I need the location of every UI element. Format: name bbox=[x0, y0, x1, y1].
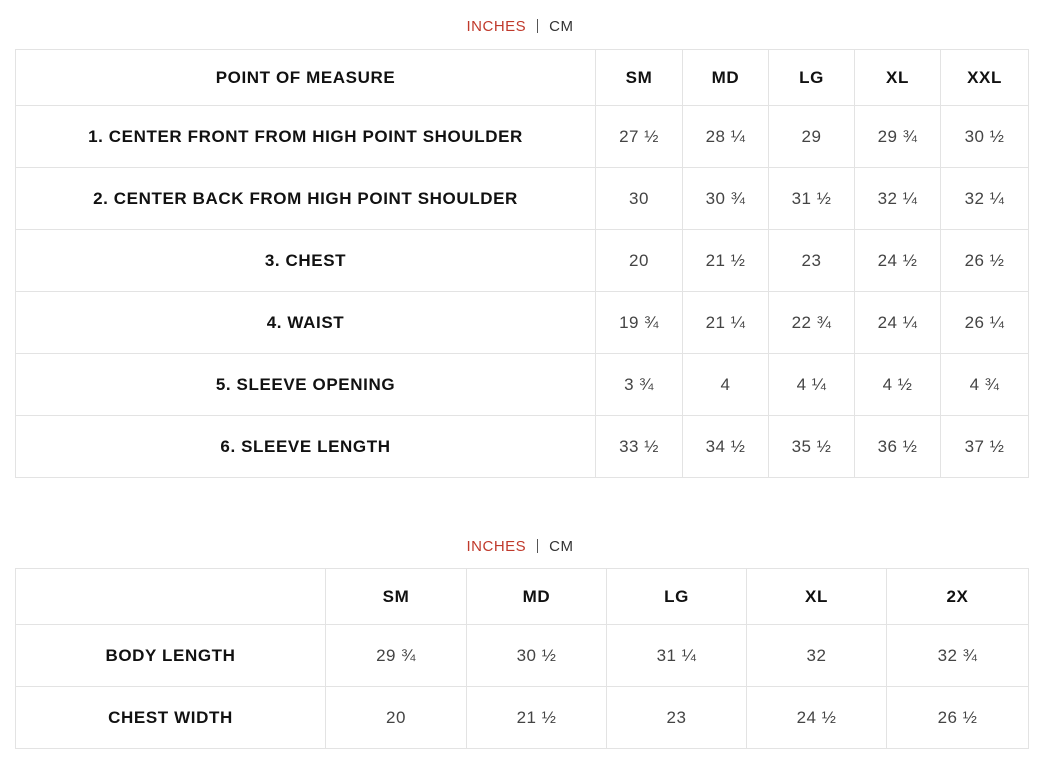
table-cell: 32 ¼ bbox=[941, 168, 1029, 230]
table-cell: 26 ½ bbox=[887, 687, 1029, 749]
row-label: BODY LENGTH bbox=[16, 625, 326, 687]
table-cell: 23 bbox=[769, 230, 855, 292]
table-cell: 30 ¾ bbox=[683, 168, 769, 230]
header-cell: XXL bbox=[941, 50, 1029, 106]
header-cell: 2X bbox=[887, 569, 1029, 625]
header-cell: XL bbox=[855, 50, 941, 106]
table-cell: 32 ¾ bbox=[887, 625, 1029, 687]
header-cell: XL bbox=[747, 569, 887, 625]
header-cell: SM bbox=[326, 569, 467, 625]
row-label: 4. WAIST bbox=[16, 292, 596, 354]
table-row bbox=[16, 292, 1029, 354]
table-cell: 29 ¾ bbox=[855, 106, 941, 168]
table-row bbox=[16, 168, 1029, 230]
table-cell: 28 ¼ bbox=[683, 106, 769, 168]
row-label: CHEST WIDTH bbox=[16, 687, 326, 749]
unit-toggle-1 bbox=[0, 17, 1040, 37]
table-cell: 22 ¾ bbox=[769, 292, 855, 354]
table-header-row bbox=[16, 50, 1029, 106]
table-row bbox=[16, 625, 1029, 687]
table-cell: 4 ¾ bbox=[941, 354, 1029, 416]
row-label: 3. CHEST bbox=[16, 230, 596, 292]
header-cell: LG bbox=[769, 50, 855, 106]
table-cell: 19 ¾ bbox=[596, 292, 683, 354]
table-cell: 3 ¾ bbox=[596, 354, 683, 416]
table-row bbox=[16, 687, 1029, 749]
row-label: 1. CENTER FRONT FROM HIGH POINT SHOULDER bbox=[16, 106, 596, 168]
table-cell: 26 ¼ bbox=[941, 292, 1029, 354]
unit-toggle-2 bbox=[0, 537, 1040, 557]
table-cell: 24 ½ bbox=[747, 687, 887, 749]
header-cell: MD bbox=[683, 50, 769, 106]
table-cell: 4 bbox=[683, 354, 769, 416]
header-cell: MD bbox=[467, 569, 607, 625]
table-cell: 30 bbox=[596, 168, 683, 230]
table-cell: 26 ½ bbox=[941, 230, 1029, 292]
table-cell: 31 ½ bbox=[769, 168, 855, 230]
table-cell: 27 ½ bbox=[596, 106, 683, 168]
table-cell: 23 bbox=[607, 687, 747, 749]
table-cell: 20 bbox=[326, 687, 467, 749]
row-label: 6. SLEEVE LENGTH bbox=[16, 416, 596, 478]
table-header-row bbox=[16, 569, 1029, 625]
table-cell: 31 ¼ bbox=[607, 625, 747, 687]
table-cell: 21 ¼ bbox=[683, 292, 769, 354]
table-cell: 30 ½ bbox=[941, 106, 1029, 168]
table-cell: 30 ½ bbox=[467, 625, 607, 687]
table-cell: 4 ½ bbox=[855, 354, 941, 416]
unit-cm-option[interactable]: CM bbox=[549, 18, 574, 35]
table-cell: 29 bbox=[769, 106, 855, 168]
table-cell: 33 ½ bbox=[596, 416, 683, 478]
table-cell: 4 ¼ bbox=[769, 354, 855, 416]
size-chart-table-1 bbox=[15, 49, 1029, 478]
table-cell: 24 ¼ bbox=[855, 292, 941, 354]
table-row bbox=[16, 416, 1029, 478]
unit-inches-option[interactable]: INCHES bbox=[466, 538, 527, 555]
table-cell: 34 ½ bbox=[683, 416, 769, 478]
table-cell: 35 ½ bbox=[769, 416, 855, 478]
table-cell: 21 ½ bbox=[467, 687, 607, 749]
unit-cm-option[interactable]: CM bbox=[549, 538, 574, 555]
header-cell: LG bbox=[607, 569, 747, 625]
table-cell: 32 bbox=[747, 625, 887, 687]
table-cell: 36 ½ bbox=[855, 416, 941, 478]
table-cell: 29 ¾ bbox=[326, 625, 467, 687]
header-cell: SM bbox=[596, 50, 683, 106]
table-row bbox=[16, 354, 1029, 416]
header-cell: POINT OF MEASURE bbox=[16, 50, 596, 106]
table-row bbox=[16, 106, 1029, 168]
size-chart-table-2 bbox=[15, 568, 1029, 749]
row-label: 2. CENTER BACK FROM HIGH POINT SHOULDER bbox=[16, 168, 596, 230]
table-row bbox=[16, 230, 1029, 292]
table-cell: 32 ¼ bbox=[855, 168, 941, 230]
header-cell bbox=[16, 569, 326, 625]
table-cell: 24 ½ bbox=[855, 230, 941, 292]
unit-separator bbox=[537, 539, 538, 553]
table-cell: 37 ½ bbox=[941, 416, 1029, 478]
row-label: 5. SLEEVE OPENING bbox=[16, 354, 596, 416]
unit-separator bbox=[537, 19, 538, 33]
unit-inches-option[interactable]: INCHES bbox=[466, 18, 527, 35]
table-cell: 20 bbox=[596, 230, 683, 292]
table-cell: 21 ½ bbox=[683, 230, 769, 292]
